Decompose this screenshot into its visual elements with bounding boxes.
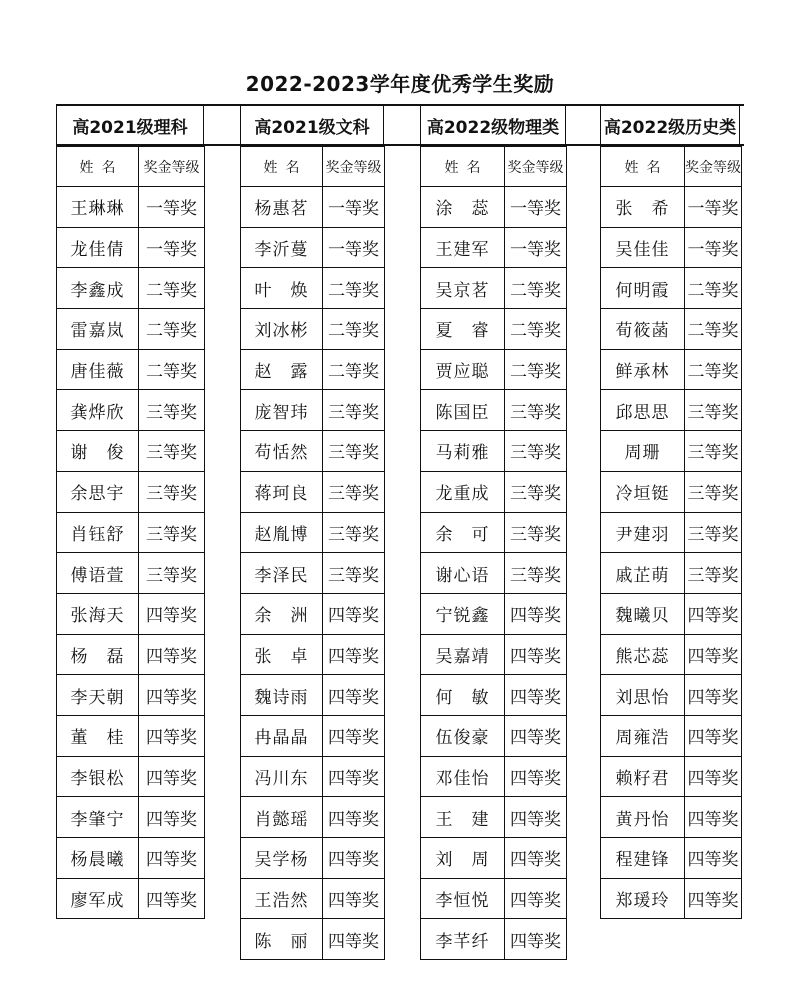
award-level: 二等奖 <box>323 349 385 390</box>
student-name: 杨晨曦 <box>57 838 139 879</box>
award-level: 二等奖 <box>505 349 567 390</box>
table-row <box>601 634 742 675</box>
table-row <box>57 227 205 268</box>
student-name: 张 卓 <box>241 634 323 675</box>
award-table <box>240 146 385 960</box>
table-row <box>57 593 205 634</box>
table-row <box>241 715 385 756</box>
student-name: 李天朝 <box>57 675 139 716</box>
award-level: 四等奖 <box>323 919 385 960</box>
table-row <box>57 390 205 431</box>
student-name: 邓佳怡 <box>421 756 505 797</box>
table-row <box>421 512 567 553</box>
student-name: 王浩然 <box>241 878 323 919</box>
award-level: 二等奖 <box>685 349 742 390</box>
award-level: 二等奖 <box>139 349 205 390</box>
table-row <box>57 309 205 350</box>
table-row <box>601 187 742 228</box>
student-name: 李鑫成 <box>57 268 139 309</box>
table-row <box>241 227 385 268</box>
student-name: 程建锋 <box>601 838 685 879</box>
award-level: 三等奖 <box>139 431 205 472</box>
table-row <box>241 268 385 309</box>
group-title: 高2022级历史类 <box>600 104 740 146</box>
name-column-header: 姓名 <box>57 147 139 187</box>
student-name: 龙佳倩 <box>57 227 139 268</box>
student-name: 王建军 <box>421 227 505 268</box>
table-row <box>421 227 567 268</box>
award-column-header: 奖金等级 <box>139 147 205 187</box>
column-header-row <box>57 147 205 187</box>
table-row <box>601 593 742 634</box>
table-row <box>421 268 567 309</box>
student-name: 余 洲 <box>241 593 323 634</box>
award-table-2 <box>240 104 385 960</box>
table-row <box>421 431 567 472</box>
award-level: 二等奖 <box>505 268 567 309</box>
award-level: 四等奖 <box>505 756 567 797</box>
student-name: 赖籽君 <box>601 756 685 797</box>
student-name: 杨惠茗 <box>241 187 323 228</box>
name-column-header: 姓名 <box>601 147 685 187</box>
award-level: 三等奖 <box>505 512 567 553</box>
table-row <box>57 349 205 390</box>
column-header-row <box>601 147 742 187</box>
table-row <box>241 919 385 960</box>
student-name: 夏 睿 <box>421 309 505 350</box>
table-row <box>601 675 742 716</box>
table-row <box>421 797 567 838</box>
award-level: 四等奖 <box>323 634 385 675</box>
student-name: 肖钰舒 <box>57 512 139 553</box>
student-name: 李芊纤 <box>421 919 505 960</box>
award-level: 四等奖 <box>685 675 742 716</box>
student-name: 傅语萱 <box>57 553 139 594</box>
student-name: 肖懿瑶 <box>241 797 323 838</box>
table-row <box>57 187 205 228</box>
student-name: 戚芷萌 <box>601 553 685 594</box>
award-level: 二等奖 <box>323 268 385 309</box>
student-name: 张 希 <box>601 187 685 228</box>
table-row <box>57 797 205 838</box>
award-level: 三等奖 <box>323 390 385 431</box>
page-title: 2022-2023学年度优秀学生奖励 <box>245 72 555 96</box>
table-row <box>601 715 742 756</box>
student-name: 何 敏 <box>421 675 505 716</box>
award-level: 一等奖 <box>505 187 567 228</box>
student-name: 张海天 <box>57 593 139 634</box>
student-name: 廖军成 <box>57 878 139 919</box>
award-level: 四等奖 <box>139 593 205 634</box>
table-row <box>601 471 742 512</box>
student-name: 吴佳佳 <box>601 227 685 268</box>
award-level: 一等奖 <box>323 227 385 268</box>
student-name: 赵 露 <box>241 349 323 390</box>
student-name: 郑瑗玲 <box>601 878 685 919</box>
student-name: 伍俊豪 <box>421 715 505 756</box>
student-name: 吴学杨 <box>241 838 323 879</box>
award-table <box>56 146 205 919</box>
table-row <box>57 675 205 716</box>
student-name: 周雍浩 <box>601 715 685 756</box>
award-level: 四等奖 <box>685 593 742 634</box>
award-column-header: 奖金等级 <box>505 147 567 187</box>
award-level: 三等奖 <box>323 471 385 512</box>
student-name: 李泽民 <box>241 553 323 594</box>
student-name: 何明霞 <box>601 268 685 309</box>
table-row <box>241 878 385 919</box>
student-name: 贾应聪 <box>421 349 505 390</box>
table-row <box>241 593 385 634</box>
award-level: 三等奖 <box>685 553 742 594</box>
student-name: 冉晶晶 <box>241 715 323 756</box>
award-level: 一等奖 <box>685 227 742 268</box>
student-name: 陈 丽 <box>241 919 323 960</box>
student-name: 苟恬然 <box>241 431 323 472</box>
column-header-row <box>421 147 567 187</box>
student-name: 谢 俊 <box>57 431 139 472</box>
award-level: 二等奖 <box>685 309 742 350</box>
award-level: 四等奖 <box>685 838 742 879</box>
student-name: 龙重成 <box>421 471 505 512</box>
table-row <box>241 553 385 594</box>
group-title: 高2021级理科 <box>56 104 204 146</box>
student-name: 刘冰彬 <box>241 309 323 350</box>
award-level: 二等奖 <box>139 268 205 309</box>
award-level: 四等奖 <box>505 797 567 838</box>
table-row <box>57 634 205 675</box>
award-table <box>600 146 742 919</box>
award-level: 四等奖 <box>505 675 567 716</box>
table-row <box>57 553 205 594</box>
award-level: 三等奖 <box>323 431 385 472</box>
student-name: 黄丹怡 <box>601 797 685 838</box>
student-name: 熊芯蕊 <box>601 634 685 675</box>
table-row <box>421 553 567 594</box>
award-table <box>420 146 567 960</box>
award-level: 三等奖 <box>505 471 567 512</box>
table-row <box>601 838 742 879</box>
award-level: 四等奖 <box>505 919 567 960</box>
table-row <box>421 878 567 919</box>
name-column-header: 姓名 <box>421 147 505 187</box>
table-row <box>601 227 742 268</box>
student-name: 冯川东 <box>241 756 323 797</box>
student-name: 谢心语 <box>421 553 505 594</box>
table-row <box>57 471 205 512</box>
table-row <box>421 715 567 756</box>
table-row <box>57 431 205 472</box>
table-row <box>601 349 742 390</box>
table-row <box>421 390 567 431</box>
student-name: 周珊 <box>601 431 685 472</box>
student-name: 吴京茗 <box>421 268 505 309</box>
award-level: 二等奖 <box>685 268 742 309</box>
award-level: 四等奖 <box>139 715 205 756</box>
award-level: 三等奖 <box>685 390 742 431</box>
student-name: 李沂蔓 <box>241 227 323 268</box>
award-level: 四等奖 <box>323 593 385 634</box>
table-row <box>57 838 205 879</box>
table-row <box>241 471 385 512</box>
award-level: 三等奖 <box>323 512 385 553</box>
award-level: 三等奖 <box>685 512 742 553</box>
award-level: 二等奖 <box>505 309 567 350</box>
award-level: 三等奖 <box>685 431 742 472</box>
table-row <box>57 268 205 309</box>
award-level: 三等奖 <box>505 553 567 594</box>
award-column-header: 奖金等级 <box>323 147 385 187</box>
student-name: 杨 磊 <box>57 634 139 675</box>
award-level: 四等奖 <box>139 878 205 919</box>
award-level: 四等奖 <box>139 675 205 716</box>
award-level: 四等奖 <box>505 878 567 919</box>
student-name: 荀筱菡 <box>601 309 685 350</box>
award-table-1 <box>56 104 205 919</box>
table-row <box>601 797 742 838</box>
student-name: 余思宇 <box>57 471 139 512</box>
award-level: 三等奖 <box>139 512 205 553</box>
award-level: 一等奖 <box>505 227 567 268</box>
table-row <box>241 675 385 716</box>
table-row <box>241 187 385 228</box>
table-row <box>421 756 567 797</box>
award-level: 三等奖 <box>323 553 385 594</box>
table-row <box>57 715 205 756</box>
column-header-row <box>241 147 385 187</box>
table-row <box>601 756 742 797</box>
student-name: 赵胤博 <box>241 512 323 553</box>
award-level: 二等奖 <box>323 309 385 350</box>
award-level: 四等奖 <box>505 593 567 634</box>
award-level: 四等奖 <box>505 838 567 879</box>
table-row <box>241 431 385 472</box>
student-name: 余 可 <box>421 512 505 553</box>
award-level: 四等奖 <box>139 838 205 879</box>
student-name: 宁锐鑫 <box>421 593 505 634</box>
award-level: 四等奖 <box>505 634 567 675</box>
table-row <box>241 349 385 390</box>
award-level: 四等奖 <box>323 838 385 879</box>
award-level: 四等奖 <box>323 715 385 756</box>
award-level: 三等奖 <box>139 390 205 431</box>
award-level: 一等奖 <box>139 187 205 228</box>
student-name: 尹建羽 <box>601 512 685 553</box>
table-row <box>241 512 385 553</box>
award-level: 四等奖 <box>323 675 385 716</box>
table-row <box>57 512 205 553</box>
student-name: 刘 周 <box>421 838 505 879</box>
award-level: 四等奖 <box>139 797 205 838</box>
name-column-header: 姓名 <box>241 147 323 187</box>
award-level: 三等奖 <box>505 390 567 431</box>
award-level: 四等奖 <box>685 634 742 675</box>
table-row <box>421 634 567 675</box>
table-row <box>421 919 567 960</box>
table-row <box>601 553 742 594</box>
student-name: 蒋珂良 <box>241 471 323 512</box>
student-name: 叶 焕 <box>241 268 323 309</box>
award-level: 三等奖 <box>505 431 567 472</box>
student-name: 雷嘉岚 <box>57 309 139 350</box>
student-name: 邱思思 <box>601 390 685 431</box>
student-name: 陈国臣 <box>421 390 505 431</box>
student-name: 唐佳薇 <box>57 349 139 390</box>
award-level: 一等奖 <box>685 187 742 228</box>
student-name: 王琳琳 <box>57 187 139 228</box>
table-row <box>421 349 567 390</box>
student-name: 李恒悦 <box>421 878 505 919</box>
table-row <box>421 838 567 879</box>
table-row <box>241 309 385 350</box>
table-row <box>57 756 205 797</box>
award-table-3 <box>420 104 567 960</box>
award-level: 四等奖 <box>139 756 205 797</box>
group-title: 高2022级物理类 <box>420 104 566 146</box>
table-row <box>601 512 742 553</box>
student-name: 吴嘉靖 <box>421 634 505 675</box>
student-name: 刘思怡 <box>601 675 685 716</box>
table-row <box>601 878 742 919</box>
student-name: 龚烨欣 <box>57 390 139 431</box>
table-row <box>241 756 385 797</box>
award-level: 一等奖 <box>323 187 385 228</box>
table-row <box>601 390 742 431</box>
award-column-header: 奖金等级 <box>685 147 742 187</box>
student-name: 马莉雅 <box>421 431 505 472</box>
student-name: 李肇宁 <box>57 797 139 838</box>
table-row <box>241 797 385 838</box>
table-row <box>421 187 567 228</box>
student-name: 王 建 <box>421 797 505 838</box>
student-name: 魏诗雨 <box>241 675 323 716</box>
student-name: 鲜承林 <box>601 349 685 390</box>
award-level: 四等奖 <box>323 878 385 919</box>
award-level: 四等奖 <box>139 634 205 675</box>
award-level: 四等奖 <box>323 756 385 797</box>
award-level: 二等奖 <box>139 309 205 350</box>
table-row <box>241 634 385 675</box>
award-level: 四等奖 <box>505 715 567 756</box>
student-name: 董 桂 <box>57 715 139 756</box>
student-name: 魏曦贝 <box>601 593 685 634</box>
table-row <box>421 309 567 350</box>
table-row <box>241 390 385 431</box>
award-level: 三等奖 <box>139 471 205 512</box>
student-name: 涂 蕊 <box>421 187 505 228</box>
award-level: 四等奖 <box>685 797 742 838</box>
group-title: 高2021级文科 <box>240 104 384 146</box>
table-row <box>57 878 205 919</box>
student-name: 冷垣铤 <box>601 471 685 512</box>
table-row <box>421 471 567 512</box>
award-level: 三等奖 <box>139 553 205 594</box>
award-level: 四等奖 <box>685 756 742 797</box>
student-name: 李银松 <box>57 756 139 797</box>
table-row <box>241 838 385 879</box>
award-level: 一等奖 <box>139 227 205 268</box>
table-row <box>601 268 742 309</box>
award-level: 四等奖 <box>685 715 742 756</box>
award-level: 三等奖 <box>685 471 742 512</box>
table-row <box>601 431 742 472</box>
table-row <box>421 675 567 716</box>
award-level: 四等奖 <box>685 878 742 919</box>
award-level: 四等奖 <box>323 797 385 838</box>
student-name: 庞智玮 <box>241 390 323 431</box>
table-row <box>421 593 567 634</box>
table-row <box>601 309 742 350</box>
award-table-4 <box>600 104 742 919</box>
